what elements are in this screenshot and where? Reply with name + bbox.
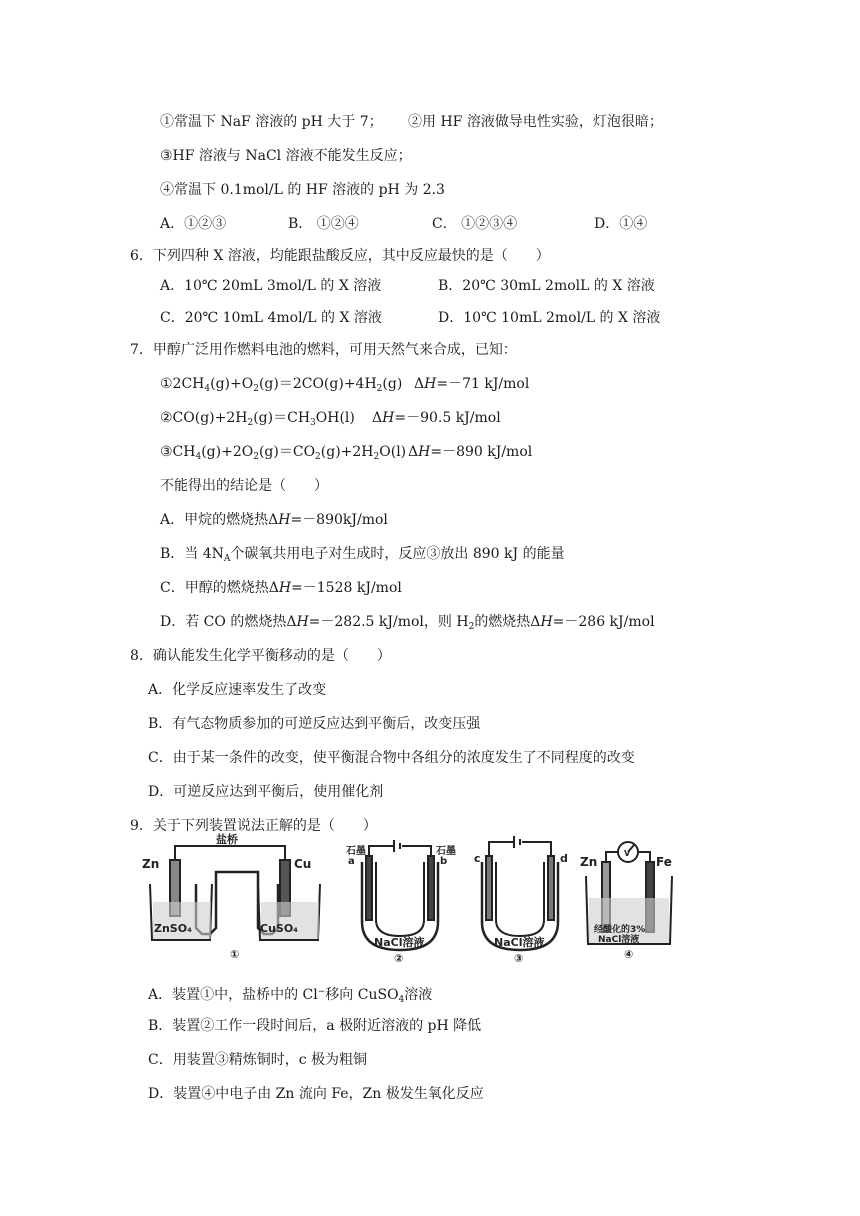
q6-option-b: B．20℃ 30mL 2molL 的 X 溶液 bbox=[438, 278, 655, 294]
device2-right-electrode-label: 石墨 bbox=[436, 846, 456, 857]
device2-pole-a-label: a bbox=[348, 856, 355, 867]
q8-option-d: D．可逆反应达到平衡后，使用催化剂 bbox=[148, 784, 384, 800]
device4-solution-label-line1: 经酸化的3% bbox=[594, 925, 646, 935]
q7-equation-1: $①2CH_4(g)+O_2(g)=2CO(g)+4H_2(g)$ bbox=[160, 376, 403, 394]
q7-option-c: C．甲醇的燃烧热ΔH=－1528 kJ/mol bbox=[160, 580, 402, 596]
q9-apparatus-figure bbox=[140, 832, 680, 964]
device3-electrode-c-label: c bbox=[474, 852, 481, 865]
q9-stem: 9．关于下列装置说法正解的是（ ） bbox=[130, 818, 377, 834]
q8-option-a: A．化学反应速率发生了改变 bbox=[148, 682, 327, 698]
q5-statement-4: ④常温下 0.1mol/L 的 HF 溶液的 pH 为 2.3 bbox=[160, 182, 445, 198]
q7-prompt: 不能得出的结论是（ ） bbox=[160, 478, 328, 494]
device4-zn-label: Zn bbox=[580, 855, 598, 869]
q9-option-c: C．用装置③精炼铜时，c 极为粗铜 bbox=[148, 1052, 368, 1068]
q7-option-a: A．甲烷的燃烧热ΔH=－890kJ/mol bbox=[160, 512, 388, 528]
q7-option-b: B．当 $4N_A$个碳氧共用电子对生成时，反应③放出 890 kJ 的能量 bbox=[160, 546, 565, 564]
q6-stem: 6．下列四种 X 溶液，均能跟盐酸反应，其中反应最快的是（ ） bbox=[130, 248, 550, 264]
device1-number: ① bbox=[230, 948, 240, 961]
q7-option-d: D．若 CO 的燃烧热ΔH=－282.5 kJ/mol，则 $H_2$的燃烧热ΔH=－286 kJ/mol bbox=[160, 614, 655, 632]
q5-option-a: A．①②③ bbox=[160, 216, 227, 232]
apparatus-diagram bbox=[140, 832, 680, 964]
device1-znso4-label: ZnSO₄ bbox=[154, 922, 192, 935]
q5-option-c: C． ①②③④ bbox=[432, 216, 518, 232]
q5-statement-3: ③HF 溶液与 NaCl 溶液不能发生反应； bbox=[160, 148, 412, 164]
device2-left-electrode-label: 石墨 bbox=[346, 846, 366, 857]
device3-solution-label: NaCl溶液 bbox=[494, 936, 545, 949]
q7-equation-1-enthalpy: ΔH=－71 kJ/mol bbox=[414, 376, 530, 392]
q5-option-b: B． ①②④ bbox=[288, 216, 359, 232]
device1-cuso4-label: CuSO₄ bbox=[260, 922, 298, 935]
q9-option-d: D．装置④中电子由 Zn 流向 Fe，Zn 极发生氧化反应 bbox=[148, 1086, 484, 1102]
q7-equation-3: $③CH_4(g)+2O_2(g)=CO_2(g)+2H_2O(l)$ bbox=[160, 444, 407, 462]
q7-stem: 7．甲醇广泛用作燃料电池的燃料，可用天然气来合成，已知： bbox=[130, 342, 517, 358]
q7-equation-2-enthalpy: ΔH=－90.5 kJ/mol bbox=[372, 410, 501, 426]
device3-number: ③ bbox=[514, 952, 524, 964]
device2-solution-label: NaCl溶液 bbox=[374, 936, 425, 949]
q7-equation-2: $②CO(g)+2H_2(g)=CH_3OH(l)$ bbox=[160, 410, 355, 428]
q5-option-d: D．①④ bbox=[594, 216, 648, 232]
device4-number: ④ bbox=[624, 948, 634, 961]
q6-option-d: D．10℃ 10mL 2mol/L 的 X 溶液 bbox=[438, 310, 661, 326]
q9-option-b: B．装置②工作一段时间后，a 极附近溶液的 pH 降低 bbox=[148, 1018, 482, 1034]
q9-option-a: A．装置①中，盐桥中的 Cl−移向 CuSO$_4$溶液 bbox=[148, 987, 433, 1005]
device2-pole-b-label: b bbox=[440, 856, 448, 867]
voltmeter-icon: V bbox=[624, 849, 631, 858]
q8-stem: 8．确认能发生化学平衡移动的是（ ） bbox=[130, 648, 391, 664]
q6-option-a: A．10℃ 20mL 3mol/L 的 X 溶液 bbox=[160, 278, 382, 294]
salt-bridge-label: 盐桥 bbox=[216, 833, 238, 846]
q5-statement-1: ①常温下 NaF 溶液的 pH 大于 7； bbox=[160, 114, 383, 130]
device4-solution-label-line2: NaCl溶液 bbox=[598, 935, 640, 945]
device4-fe-label: Fe bbox=[656, 855, 672, 869]
q8-option-c: C．由于某一条件的改变，使平衡混合物中各组分的浓度发生了不同程度的改变 bbox=[148, 750, 635, 766]
q6-option-c: C．20℃ 10mL 4mol/L 的 X 溶液 bbox=[160, 310, 382, 326]
device1-cu-label: Cu bbox=[294, 857, 312, 871]
q8-option-b: B．有气态物质参加的可逆反应达到平衡后，改变压强 bbox=[148, 716, 481, 732]
device3-electrode-d-label: d bbox=[560, 852, 568, 865]
q7-equation-3-enthalpy: ΔH=－890 kJ/mol bbox=[408, 444, 533, 460]
device1-zn-label: Zn bbox=[142, 857, 160, 871]
q5-statement-2: ②用 HF 溶液做导电性实验，灯泡很暗； bbox=[408, 114, 663, 130]
device2-number: ② bbox=[394, 952, 404, 964]
